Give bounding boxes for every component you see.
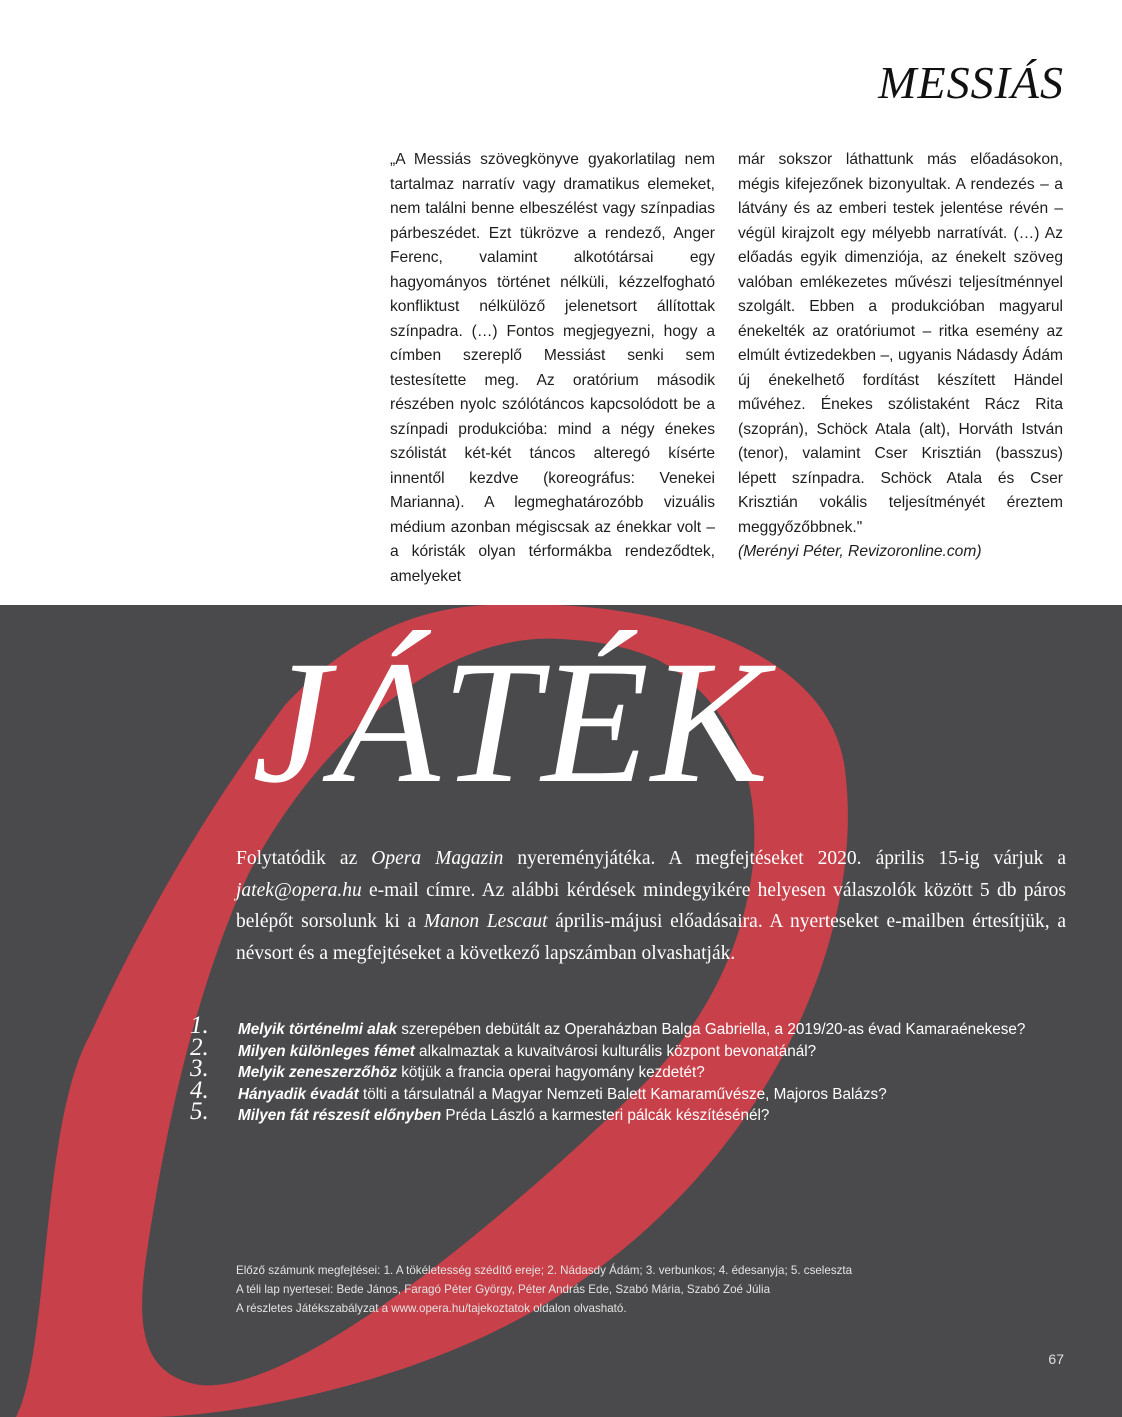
question-keyword: Melyik zeneszerzőhöz (238, 1064, 397, 1081)
question-keyword: Milyen különleges fémet (238, 1042, 415, 1060)
question-text: szerepében debütált az Operaházban Balga Gabriella, a 2019/20-as évad Kamaraénekese? (396, 1021, 1026, 1038)
page-number: 67 (1048, 1351, 1064, 1367)
question-item (190, 1033, 1070, 1063)
quote-text-left: „A Messiás szövegkönyve gyakorlatilag nem tartalmaz narratív vagy dramatikus elemeket, nem találni benne elbeszélést vagy színpadias párbeszédet. Ezt tükrözve a rendező, Anger Ferenc, valamint alkotótársai egy hagyományos történet nélküli, kézzelfogható konfliktust nélkülöző jelenetsort állítottak színpadra. (…) Fontos megjegyezni, hogy a címben szereplő Messiást senki sem testesítette meg. Az oratórium második részében nyolc szólótáncos kapcsolódott be a színpadi produkcióba: mind a négy énekes szólistát két-két táncos alteregó kísérte innentől kezdve (koreográfus: Venekei Marianna). A legmeghatározóbb vizuális médium azonban mégiscsak az énekkar volt – a kóristák olyan térformákba rendeződtek, amelyeket (390, 151, 715, 585)
email-link[interactable]: jatek@opera.hu (236, 879, 362, 901)
quote-column-left (390, 148, 715, 589)
question-item (190, 1098, 1070, 1127)
question-item (190, 1012, 1070, 1041)
winners-list: A téli lap nyertesei: Bede János, Faragó Péter György, Péter András Ede, Szabó Mária, Szabó Zoé Júlia (236, 1283, 771, 1296)
question-keyword: Milyen fát részesít előnyben (238, 1107, 442, 1124)
game-title: JÁTÉK (252, 625, 771, 820)
game-section (0, 605, 1122, 1417)
question-keyword: Melyik történelmi alak (238, 1021, 397, 1038)
question-number: 1. (190, 1012, 209, 1039)
question-item (190, 1055, 1070, 1084)
question-text: Préda László a karmesteri pálcák készítésénél? (441, 1107, 770, 1124)
question-keyword: Hányadik évadát (238, 1085, 359, 1103)
question-number: 3. (190, 1055, 209, 1082)
question-number: 4. (190, 1076, 209, 1104)
previous-answers: Előző számunk megfejtései: 1. A tökéletesség szédítő ereje; 2. Nádasdy Ádám; 3. verbunkos; 4. édesanyja; 5. cseleszta (236, 1264, 853, 1277)
question-text: kötjük a francia operai hagyomány kezdetét? (396, 1064, 705, 1081)
quote-column-right (738, 148, 1063, 565)
question-number: 5. (190, 1098, 209, 1125)
question-number: 2. (190, 1033, 209, 1061)
magazine-name: Opera Magazin (371, 848, 504, 869)
page-title: MESSIÁS (878, 57, 1064, 108)
rules-link[interactable]: A részletes Játékszabályzat a www.opera.hu/tajekoztatok oldalon olvasható. (236, 1302, 627, 1315)
game-intro: Folytatódik az Opera Magazin nyereményjátéka. A megfejtéseket 2020. április 15-ig várjuk a jatek@opera.hu e-mail címre. Az alábbi kérdések mindegyikére helyesen válaszolók között 5 db páros belépőt sorsolunk ki a Manon Lescaut április-májusi előadásaira. A nyerteseket e-mailben értesítjük, a névsort és a megfejtéseket a következő lapszámban olvashatják. (236, 848, 1067, 964)
question-list (190, 1012, 1070, 1127)
question-text: alkalmaztak a kuvaitvárosi kulturális központ bevonatánál? (414, 1042, 817, 1060)
quote-attribution: (Merényi Péter, Revizoronline.com) (738, 543, 982, 560)
question-text: tölti a társulatnál a Magyar Nemzeti Balett Kamaraművésze, Majoros Balázs? (358, 1085, 887, 1103)
production-name: Manon Lescaut (423, 911, 548, 932)
question-item (190, 1076, 1070, 1106)
footer-notes (236, 1261, 1066, 1318)
quote-text-right: már sokszor láthattunk más előadásokon, mégis kifejezőnek bizonyultak. A rendezés – a látvány és az emberi testek jelentése révén – végül kirajzolt egy mélyebb narratívát. (…) Az előadás egyik dimenziója, az énekelt szöveg valóban emlékezetes művészi teljesítménnyel szolgált. Ebben a produkcióban magyarul énekelték az oratóriumot – ritka esemény az elmúlt évtizedekben –, ugyanis Nádasdy Ádám új énekelhető fordítást készített Händel művéhez. Énekes szólistaként Rácz Rita (szoprán), Schöck Atala (alt), Horváth István (tenor), valamint Cser Krisztián (basszus) lépett színpadra. Schöck Atala és Cser Krisztián vokális teljesítményét éreztem meggyőzőbbnek." (738, 151, 1063, 536)
